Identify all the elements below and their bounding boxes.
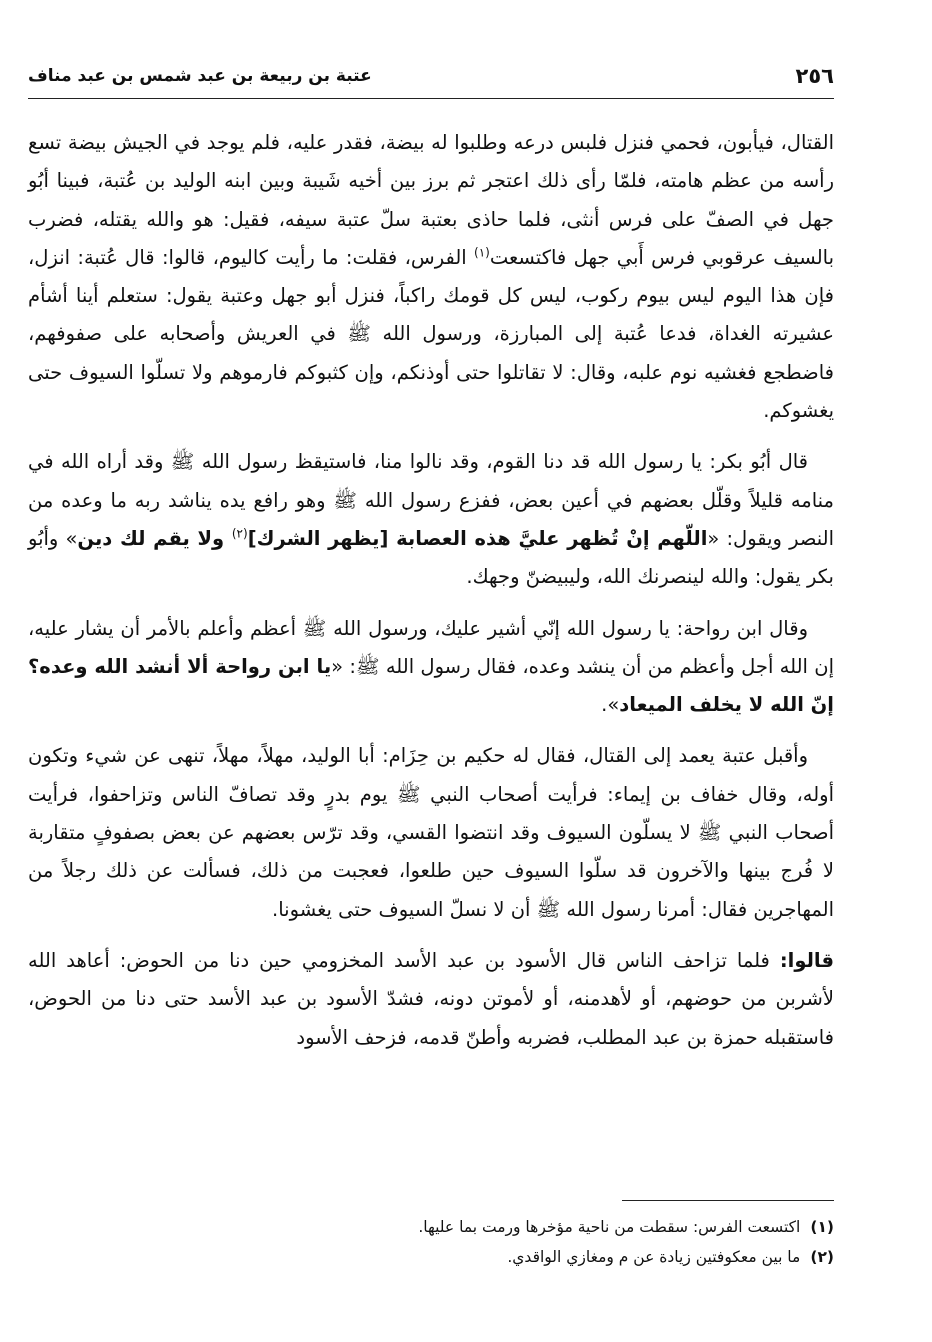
paragraph-5: [28, 942, 834, 1057]
footnote-ref-1[interactable]: (١): [474, 245, 490, 260]
footnote-1-number: (١): [810, 1218, 834, 1236]
paragraph-gap: [28, 929, 834, 942]
paragraph-1-text-a: القتال، فيأبون، فحمي فنزل فلبس درعه وطلبوا له بيضة، فقدر عليه، فلم يوجد في الجيش بيضة تسع رأسه من عظم هامته، فلمّا رأى ذلك اعتجر ثم برز بين أخيه شَيبة وبين ابنه الوليد بن عُتبة، فبينا أبُو جهل في الصفّ على فرس أنثى، فلما حاذى بعتبة سلّ عتبة سيفه، فقيل: هو والله يقتله، فضرب بالسيف عرقوبي فرس أَبي جهل فاكتسعت: [28, 131, 835, 269]
paragraph-gap: [28, 724, 834, 737]
paragraph-5-lead: قالوا:: [779, 948, 834, 972]
footnote-ref-2[interactable]: (٢): [231, 526, 248, 541]
page-header: [28, 56, 834, 96]
header-rule: [28, 98, 834, 99]
paragraph-3-text-b: ».: [601, 693, 620, 717]
paragraph-5-text: فلما تزاحف الناس قال الأسود بن عبد الأسد المخزومي حين دنا من الحوض: أعاهد الله لأشربن من حوضهم، أو لأهدمنه، أو لأموتن دونه، فشدّ الأسود بن عبد الأسد حتى دنا من الحوض، فاستقبله حمزة بن عبد المطلب، فضربه وأطنّ قدمه، فزحف الأسود: [28, 948, 834, 1049]
paragraph-3: [28, 610, 834, 725]
paragraph-1-text-b: الفرس، فقلت: ما رأيت كاليوم، قالوا: قال عُتبة: انزل، فإن هذا اليوم ليس بيوم ركوب، ليس كل قومك راكباً، فنزل أبو جهل وعتبة يقول: ستعلم أينا أشأم عشيرته الغداة، فدعا عُتبة إلى المبارزة، ورسول الله ﷺ في العريش وأصحابه على صفوفهم، فاضطجع فغشيه نوم علبه، وقال: لا تقاتلوا حتى أوذنكم، وإن كثبوكم فارموهم ولا تسلّوا السيوف حتى يغشوكم.: [28, 245, 834, 423]
footnote-1: [28, 1212, 834, 1242]
paragraph-3-text-a: وقال ابن رواحة: يا رسول الله إنّي أشير عليك، ورسول الله ﷺ أعظم وأعلم بالأمر أن يشار عليه، إن الله أجل وأعظم من أن ينشد وعده، فقال رسول الله ﷺ: «: [28, 616, 834, 678]
footnote-1-text: اكتسعت الفرس: سقطت من ناحية مؤخرها ورمت بما عليها.: [418, 1218, 801, 1236]
body-text: [28, 124, 834, 1057]
footnotes: [28, 1212, 834, 1272]
prophetic-quote-b: ولا يقم لك دين: [77, 526, 232, 550]
prophetic-quote-a: اللّهم إنْ تُظهر عليَّ هذه العصابة [يظهر الشرك]: [247, 526, 708, 550]
paragraph-4: [28, 737, 834, 928]
paragraph-2: [28, 443, 834, 596]
paragraph-2-text-a: قال أبُو بكر: يا رسول الله قد دنا القوم، وقد نالوا منا، فاستيقظ رسول الله ﷺ وقد أراه الله في منامه قليلاً وقلّل بعضهم في أعين بعض، ففزع رسول الله ﷺ وهو رافع يده يناشد ربه ما وعده من النصر ويقول: «: [28, 450, 834, 550]
footnote-rule: [622, 1200, 834, 1201]
prophetic-quote-c: يا ابن رواحة ألا أنشد الله وعده؟ إنّ الله لا يخلف الميعاد: [28, 654, 834, 717]
running-title: عتبة بن ربيعة بن عبد شمس بن عبد مناف: [28, 66, 372, 86]
footnote-2: [28, 1242, 834, 1272]
paragraph-1: [28, 124, 834, 430]
footnote-2-number: (٢): [810, 1248, 834, 1266]
paragraph-4-text: وأقبل عتبة يعمد إلى القتال، فقال له حكيم بن حِزَام: أبا الوليد، مهلاً، مهلاً، تنهى عن شيء وتكون أوله، وقال خفاف بن إيماء: فرأيت أصحاب النبي ﷺ يوم بدرٍ وقد تصافّ الناس وتزاحفوا، فرأيت أصحاب النبي ﷺ لا يسلّون السيوف وقد انتضوا القسي، وقد ترّس بعضهم عن بعض بصفوفٍ متقاربة لا فُرج بينها والآخرون قد سلّوا السيوف حين طلعوا، فعجبت من ذلك، فسألت عن ذلك رجلاً من المهاجرين فقال: أمرنا رسول الله ﷺ أن لا نسلّ السيوف حتى يغشونا.: [28, 744, 834, 921]
paragraph-gap: [28, 597, 834, 610]
paragraph-gap: [28, 430, 834, 443]
paragraph-2-text-b: » وأبُو بكر يقول: والله لينصرنك الله، وليبيضنّ وجهك.: [28, 526, 834, 589]
page-number: ٢٥٦: [795, 64, 834, 88]
footnote-2-text: ما بين معكوفتين زيادة عن م ومغازي الواقدي.: [507, 1248, 801, 1266]
